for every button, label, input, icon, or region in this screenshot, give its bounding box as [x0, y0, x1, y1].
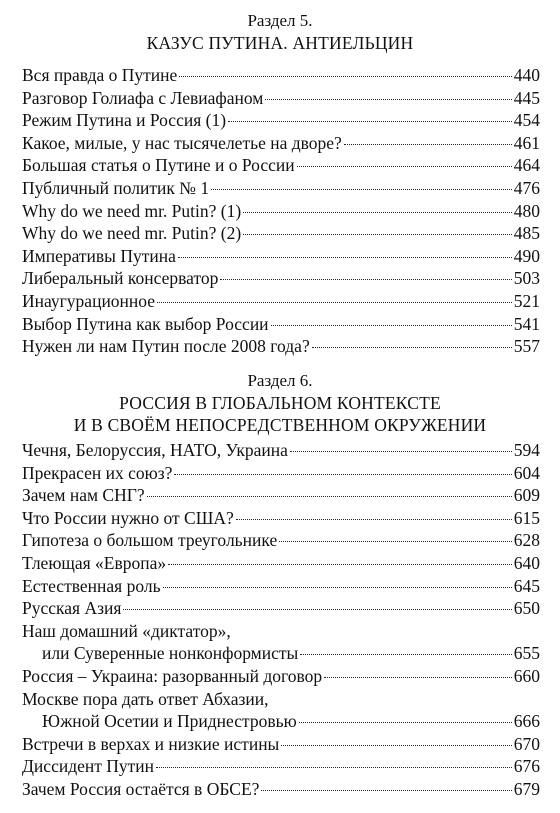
- toc-entry-title: Публичный политик № 1: [22, 177, 210, 198]
- toc-entry-title: Россия – Украина: разорванный договор: [22, 665, 323, 686]
- section-6-entries: [22, 439, 540, 801]
- toc-entry-title: Разговор Голиафа с Левиафаном: [22, 87, 264, 108]
- toc-entry[interactable]: [22, 733, 540, 756]
- toc-entry-page-number: 541: [513, 313, 540, 334]
- toc-entry[interactable]: [22, 200, 540, 223]
- section-5-header: [0, 10, 560, 54]
- dot-leader: [261, 790, 511, 791]
- toc-entry[interactable]: [22, 109, 540, 132]
- toc-entry-title: Why do we need mr. Putin? (2): [22, 223, 242, 244]
- toc-entry-title: Большая статья о Путине и о России: [22, 155, 295, 176]
- toc-entry-page-number: 650: [513, 598, 540, 619]
- toc-entry-page-number: 557: [513, 336, 540, 357]
- section-label: Раздел 6.: [247, 371, 313, 390]
- toc-entry-title: Гипотеза о большом треугольнике: [22, 530, 278, 551]
- toc-entry-title: Встречи в верхах и низкие истины: [22, 733, 280, 754]
- toc-entry-title: Нужен ли нам Путин после 2008 года?: [22, 336, 310, 357]
- toc-entry[interactable]: [22, 529, 540, 552]
- section-title-line-2: И В СВОЁМ НЕПОСРЕДСТВЕННОМ ОКРУЖЕНИИ: [73, 415, 487, 435]
- toc-entry[interactable]: [22, 439, 540, 462]
- toc-entry-page-number: 476: [513, 177, 540, 198]
- toc-entry-title: Прекрасен их союз?: [22, 462, 173, 483]
- toc-entry-title: Русская Азия: [22, 598, 122, 619]
- toc-entry[interactable]: [22, 245, 540, 268]
- toc-entry-page-number: 461: [513, 132, 540, 153]
- toc-entry[interactable]: [22, 177, 540, 200]
- dot-leader: [123, 609, 511, 610]
- toc-entry-title-line-1: Наш домашний «диктатор»,: [22, 620, 231, 641]
- toc-entry-title: Южной Осетии и Приднестровью: [42, 711, 297, 732]
- dot-leader: [174, 474, 511, 475]
- dot-leader: [163, 587, 512, 588]
- dot-leader: [178, 257, 512, 258]
- toc-entry-title-line-1: Москве пора дать ответ Абхазии,: [22, 688, 269, 709]
- toc-entry[interactable]: [22, 484, 540, 507]
- section-5-entries: [22, 64, 540, 358]
- dot-leader: [299, 722, 512, 723]
- section-title-line-1: РОССИЯ В ГЛОБАЛЬНОМ КОНТЕКСТЕ: [119, 393, 441, 413]
- toc-entry[interactable]: [22, 507, 540, 530]
- toc-entry-page-number: 666: [513, 711, 540, 732]
- toc-entry-page-number: 485: [513, 223, 540, 244]
- toc-entry-page-number: 670: [513, 733, 540, 754]
- dot-leader: [281, 745, 511, 746]
- dot-leader: [168, 564, 512, 565]
- toc-entry-title: Естественная роль: [22, 575, 161, 596]
- toc-entry-page-number: 521: [513, 290, 540, 311]
- toc-entry-page-number: 480: [513, 200, 540, 221]
- toc-entry-page-number: 464: [513, 155, 540, 176]
- toc-entry[interactable]: [22, 642, 540, 665]
- toc-entry-title: или Суверенные нонконформисты: [42, 643, 299, 664]
- toc-entry[interactable]: [22, 778, 540, 801]
- toc-entry-page-number: 615: [513, 507, 540, 528]
- dot-leader: [344, 144, 512, 145]
- section-label: Раздел 5.: [247, 11, 313, 30]
- toc-entry-title: Тлеющая «Европа»: [22, 552, 167, 573]
- toc-entry[interactable]: [22, 462, 540, 485]
- dot-leader: [300, 654, 511, 655]
- toc-entry-title: Чечня, Белоруссия, НАТО, Украина: [22, 440, 288, 460]
- toc-entry-title: Зачем нам СНГ?: [22, 485, 145, 506]
- toc-entry[interactable]: [22, 154, 540, 177]
- toc-entry-page-number: 660: [513, 665, 540, 686]
- dot-leader: [220, 279, 511, 280]
- dot-leader: [271, 325, 512, 326]
- toc-entry-page-number: 445: [513, 87, 540, 108]
- toc-entry-page-number: 628: [513, 530, 540, 551]
- toc-entry-page-number: 640: [513, 552, 540, 573]
- toc-entry-title: Выбор Путина как выбор России: [22, 313, 269, 334]
- toc-entry-title: Вся правда о Путине: [22, 65, 178, 85]
- dot-leader: [156, 767, 512, 768]
- section-title: КАЗУС ПУТИНА. АНТИЕЛЬЦИН: [146, 33, 414, 53]
- toc-entry[interactable]: [22, 710, 540, 733]
- toc-entry-title: Либеральный консерватор: [22, 268, 219, 289]
- dot-leader: [279, 541, 512, 542]
- toc-entry[interactable]: [22, 597, 540, 620]
- dot-leader: [157, 302, 512, 303]
- toc-entry-title: Какое, милые, у нас тысячелетье на дворе?: [22, 132, 342, 153]
- toc-entry[interactable]: [22, 222, 540, 245]
- toc-entry[interactable]: [22, 755, 540, 778]
- dot-leader: [179, 76, 511, 77]
- dot-leader: [211, 189, 512, 190]
- section-6-header: [0, 370, 560, 436]
- toc-entry-page-number: 645: [513, 575, 540, 596]
- toc-entry-page-number: 679: [513, 778, 540, 799]
- toc-entry-page-number: 604: [513, 462, 540, 483]
- dot-leader: [324, 677, 512, 678]
- toc-entry-page-number: 440: [513, 65, 540, 85]
- toc-entry-title: Императивы Путина: [22, 245, 176, 266]
- toc-entry-page-number: 490: [513, 245, 540, 266]
- toc-entry-title: Зачем Россия остаётся в ОБСЕ?: [22, 778, 260, 799]
- toc-entry-title: Why do we need mr. Putin? (1): [22, 200, 242, 221]
- dot-leader: [265, 99, 511, 100]
- toc-entry[interactable]: [22, 267, 540, 290]
- toc-entry[interactable]: [22, 575, 540, 598]
- toc-entry[interactable]: [22, 552, 540, 575]
- dot-leader: [228, 121, 512, 122]
- dot-leader: [236, 519, 512, 520]
- toc-entry-page-number: 503: [513, 268, 540, 289]
- toc-entry-page-number: 676: [513, 756, 540, 777]
- toc-entry[interactable]: [22, 64, 540, 87]
- toc-entry-page-number: 594: [513, 440, 540, 460]
- toc-entry[interactable]: [22, 313, 540, 336]
- toc-entry-title: Что России нужно от США?: [22, 507, 234, 528]
- toc-entry[interactable]: [22, 87, 540, 110]
- toc-entry-title: Режим Путина и Россия (1): [22, 110, 227, 131]
- toc-entry[interactable]: [22, 290, 540, 313]
- dot-leader: [297, 166, 512, 167]
- dot-leader: [243, 234, 512, 235]
- toc-entry-title: Инаугурационное: [22, 290, 156, 311]
- toc-entry-page-number: 609: [513, 485, 540, 506]
- toc-entry-page-number: 655: [513, 643, 540, 664]
- dot-leader: [312, 347, 512, 348]
- dot-leader: [290, 451, 512, 452]
- dot-leader: [243, 212, 512, 213]
- toc-entry[interactable]: [22, 335, 540, 358]
- toc-entry[interactable]: [22, 132, 540, 155]
- toc-entry[interactable]: [22, 665, 540, 688]
- dot-leader: [147, 496, 512, 497]
- toc-entry-title: Диссидент Путин: [22, 756, 155, 777]
- toc-entry-page-number: 454: [513, 110, 540, 131]
